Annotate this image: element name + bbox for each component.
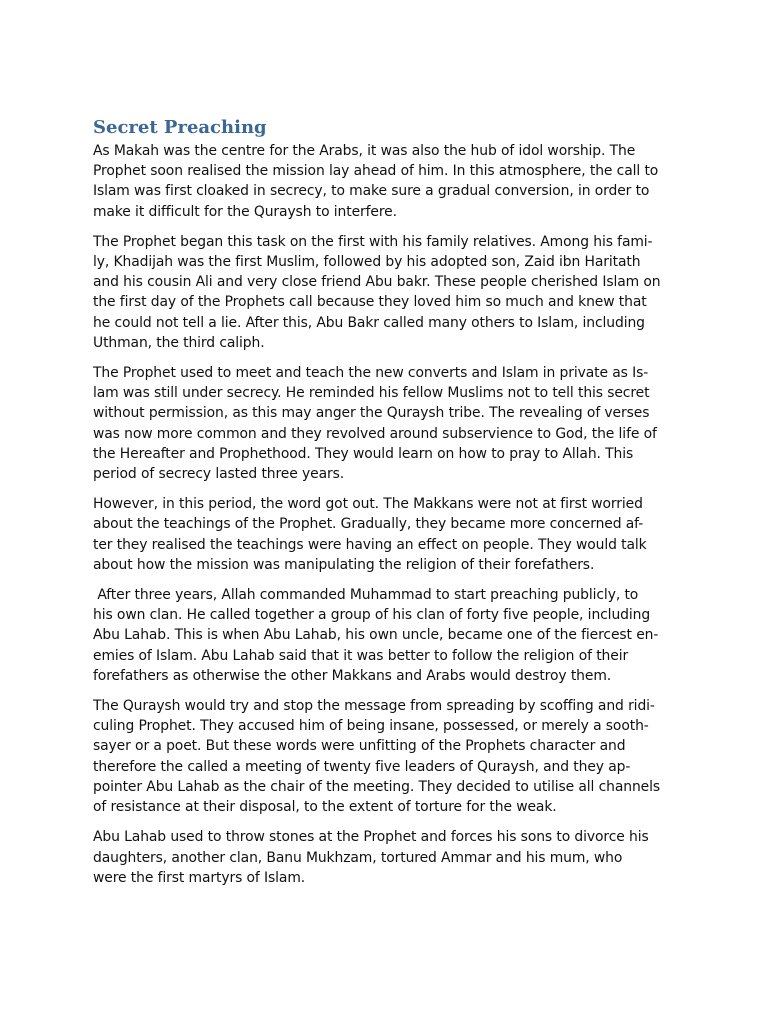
paragraph-intro: As Makah was the centre for the Arabs, it was also the hub of idol worship. The Prophet soon realised the mission lay ahead of him. In this atmosphere, the call to Islam was first cloaked in secrecy, to make sure a gradual conversion, in order to make it difficult for the Quraysh to interfere. bbox=[93, 143, 659, 220]
paragraph-secrecy: The Prophet used to meet and teach the new converts and Islam in private as Is- lam was still under secrecy. He reminded his fellow Muslims not to tell this secret without permission, as this may anger the Quraysh tribe. The revealing of verses was now more common and they revolved around subservience to God, the life of the Hereafter and Prophethood. They would learn on how to pray to Allah. This period of secrecy lasted three years. bbox=[93, 365, 657, 483]
paragraph-family: The Prophet began this task on the first with his family relatives. Among his fami- ly, Khadijah was the first Muslim, followed by his adopted son, Zaid ibn Haritath and his cousin Ali and very close friend Abu bakr. These people cherished Islam on the first day of the Prophets call because they loved him so much and knew that he could not tell a lie. After this, Abu Bakr called many others to Islam, including Uthman, the third caliph. bbox=[93, 233, 661, 351]
document-page bbox=[93, 116, 683, 898]
paragraph-persecution: Abu Lahab used to throw stones at the Prophet and forces his sons to divorce his daughters, another clan, Banu Mukhzam, tortured Ammar and his mum, who were the first martyrs of Islam. bbox=[93, 829, 649, 886]
section-heading: Secret Preaching bbox=[93, 117, 267, 138]
paragraph-word-out: However, in this period, the word got out. The Makkans were not at first worried about the teachings of the Prophet. Gradually, they became more concerned af- ter they realised the teachings were having an effect on people. They would talk about how the mission was manipulating the religion of their forefathers. bbox=[93, 496, 647, 573]
paragraph-quraysh-opposition: The Quraysh would try and stop the message from spreading by scoffing and ridi- culing Prophet. They accused him of being insane, possessed, or merely a sooth- sayer or a poet. But these words were unfitting of the Prophets character and therefore the called a meeting of twenty five leaders of Quraysh, and they ap- pointer Abu Lahab as the chair of the meeting. They decided to utilise all channels of resistance at their disposal, to the extent of torture for the weak. bbox=[93, 698, 661, 816]
paragraph-public-preaching: After three years, Allah commanded Muhammad to start preaching publicly, to his own clan. He called together a group of his clan of forty five people, including Abu Lahab. This is when Abu Lahab, his own uncle, became one of the fiercest en- emies of Islam. Abu Lahab said that it was better to follow the religion of their forefathers as otherwise the other Makkans and Arabs would destroy them. bbox=[93, 587, 659, 684]
